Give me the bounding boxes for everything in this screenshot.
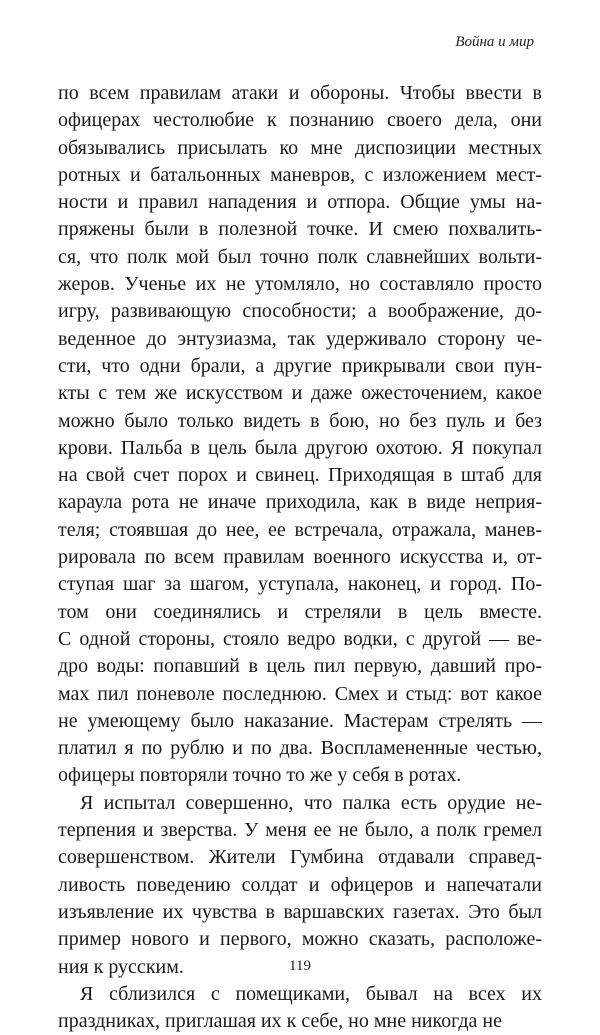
text-line: ся, что полк мой был точно полк славнейших вольти-: [58, 245, 542, 268]
text-line: веденное до энтузиазма, так удерживало сторону че-: [58, 327, 542, 350]
text-line: мах пил поневоле последнюю. Смех и стыд: вот какое: [58, 682, 542, 705]
text-line: платил я по рублю и по два. Воспламененные честью,: [58, 737, 542, 760]
text-line: кты с тем же искусством и даже ожесточением, какое: [58, 382, 542, 405]
paragraph: [58, 981, 542, 1035]
text-line: по всем правилам атаки и обороны. Чтобы ввести в: [58, 82, 542, 104]
text-line: терпения и зверства. У меня ее не было, а полк гремел: [58, 819, 542, 842]
text-line: ротных и батальонных маневров, с изложением мест-: [58, 163, 542, 186]
text-line: крови. Пальба в цель была другою охотою. Я покупал: [58, 436, 542, 459]
text-line: пряжены были в полезной точке. И смею похвалить-: [58, 218, 542, 241]
text-line: рировала по всем правилам военного искусства и, от-: [58, 546, 542, 569]
text-line: офицеры повторяли точно то же у себя в ротах.: [58, 764, 462, 787]
text-line: ливость поведению солдат и офицеров и напечатали: [58, 873, 542, 896]
text-line: можно было только видеть в бою, но без пуль и без: [58, 409, 542, 432]
paragraph: [58, 80, 542, 790]
text-line: офицерах честолюбие к познанию своего дела, они: [58, 109, 542, 132]
text-line: совершенством. Жители Гумбина отдавали справед-: [58, 846, 542, 869]
text-line: игру, развивающую способности; а воображение, до-: [58, 300, 542, 323]
text-line: караула рота не иначе приходила, как в виде неприя-: [58, 491, 542, 514]
text-line: не умеющему было наказание. Мастерам стрелять —: [58, 709, 542, 732]
text-line: Я сблизился с помещиками, бывал на всех их: [80, 982, 542, 1005]
page-number: 119: [289, 958, 311, 974]
paragraph: [58, 790, 542, 981]
text-line: Я испытал совершенно, что палка есть орудие не-: [80, 791, 542, 814]
text-line: жеров. Ученье их не утомляло, но составляло просто: [58, 273, 542, 296]
text-line: дро воды: попавший в цель пил первую, давший про-: [58, 655, 542, 678]
text-line: праздниках, приглашая их к себе, но мне никогда не: [58, 1010, 503, 1033]
text-line: сти, что одни брали, а другие прикрывали свои пун-: [58, 354, 542, 377]
body-text: [58, 80, 542, 1035]
text-line: ности и правил нападения и отпора. Общие умы на-: [58, 191, 542, 214]
text-line: на свой счет порох и свинец. Приходящая в штаб для: [58, 464, 542, 487]
text-line: С одной стороны, стояло ведро водки, с другой — ве-: [58, 627, 542, 650]
text-line: ступая шаг за шагом, уступала, наконец, и город. По-: [58, 573, 542, 596]
text-line: теля; стоявшая до нее, ее встречала, отражала, манев-: [58, 518, 542, 541]
text-line: ния к русским.: [58, 955, 184, 978]
text-line: пример нового и первого, можно сказать, расположе-: [58, 928, 542, 951]
text-line: обязывались присылать ко мне диспозиции местных: [58, 136, 542, 159]
running-header: Война и мир: [455, 34, 534, 50]
text-line: изъявление их чувства в варшавских газетах. Это был: [58, 900, 542, 923]
text-line: том они соединялись и стреляли в цель вместе.: [58, 600, 542, 623]
